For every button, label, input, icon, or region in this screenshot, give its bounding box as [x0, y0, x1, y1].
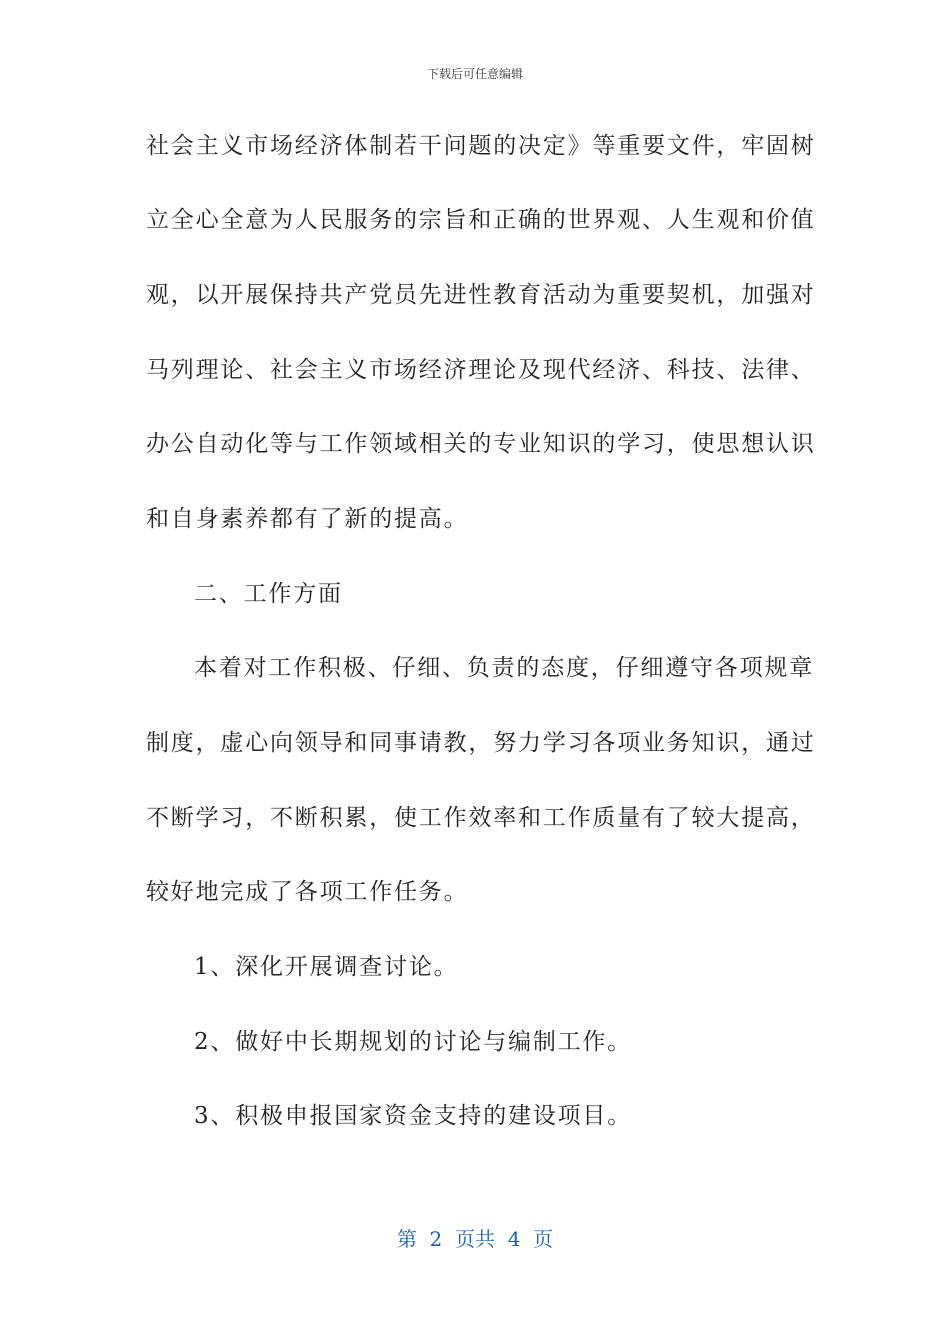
body-line-11: 较好地完成了各项工作任务。 — [146, 879, 469, 905]
body-line-2: 立全心全意为人民服务的宗旨和正确的世界观、人生观和价值 — [146, 207, 816, 233]
list-item-3: 3、积极申报国家资金支持的建设项目。 — [194, 1103, 633, 1129]
body-line-1: 社会主义市场经济体制若干问题的决定》等重要文件，牢固树 — [146, 133, 816, 159]
body-line-5: 办公自动化等与工作领域相关的专业知识的学习，使思想认识 — [146, 431, 816, 457]
body-line-3: 观，以开展保持共产党员先进性教育活动为重要契机，加强对 — [146, 282, 816, 308]
body-line-4: 马列理论、社会主义市场经济理论及现代经济、科技、法律、 — [146, 357, 816, 383]
section-heading: 二、工作方面 — [194, 581, 343, 607]
page-header: 下载后可任意编辑 — [426, 67, 523, 81]
body-line-10: 不断学习，不断积累，使工作效率和工作质量有了较大提高， — [146, 805, 816, 831]
list-item-2: 2、做好中长期规划的讨论与编制工作。 — [194, 1029, 633, 1055]
body-line-6: 和自身素养都有了新的提高。 — [146, 506, 469, 532]
page-number-footer: 第 2 页共 4 页 — [396, 1227, 554, 1251]
list-item-1: 1、深化开展调查讨论。 — [194, 954, 459, 980]
body-line-8: 本着对工作积极、仔细、负责的态度，仔细遵守各项规章 — [194, 655, 814, 681]
body-line-9: 制度，虚心向领导和同事请教，努力学习各项业务知识，通过 — [146, 730, 816, 756]
